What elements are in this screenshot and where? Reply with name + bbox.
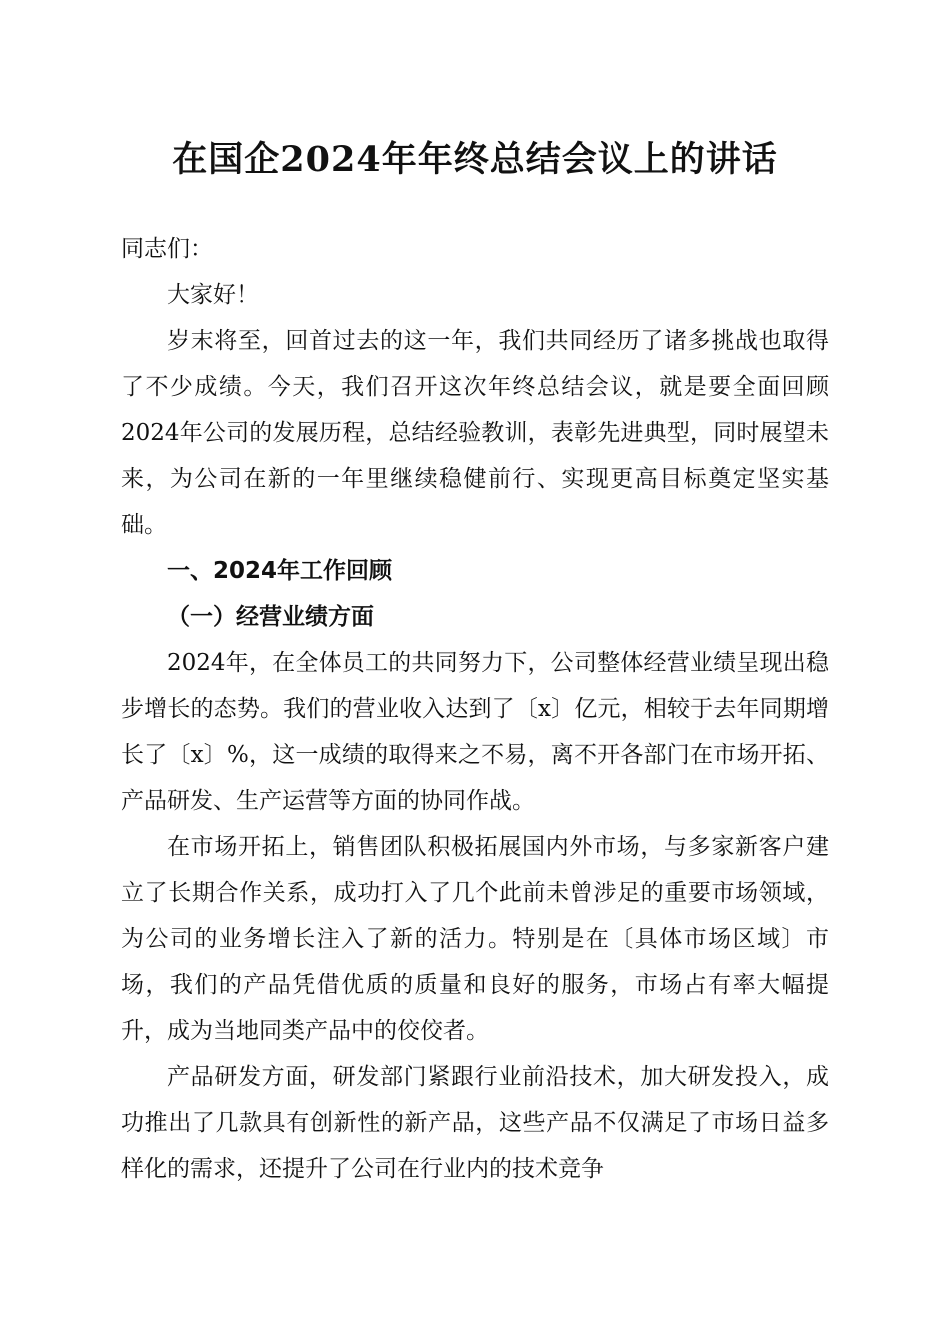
document-title: 在国企2024年年终总结会议上的讲话 [172, 139, 778, 180]
document-body [121, 226, 829, 1192]
subsection-heading: （一）经营业绩方面 [167, 603, 374, 630]
paragraph-rnd: 产品研发方面，研发部门紧跟行业前沿技术，加大研发投入，成功推出了几款具有创新性的新产品，这些产品不仅满足了市场日益多样化的需求，还提升了公司在行业内的技术竞争 [121, 1064, 829, 1182]
salutation: 同志们： [121, 236, 213, 262]
paragraph-intro: 岁末将至，回首过去的这一年，我们共同经历了诸多挑战也取得了不少成绩。今天，我们召开这次年终总结会议，就是要全面回顾2024年公司的发展历程，总结经验教训，表彰先进典型，同时展望未来，为公司在新的一年里继续稳健前行、实现更高目标奠定坚实基础。 [121, 328, 829, 538]
paragraph-market: 在市场开拓上，销售团队积极拓展国内外市场，与多家新客户建立了长期合作关系，成功打入了几个此前未曾涉足的重要市场领域，为公司的业务增长注入了新的活力。特别是在〔具体市场区域〕市场，我们的产品凭借优质的质量和良好的服务，市场占有率大幅提升，成为当地同类产品中的佼佼者。 [121, 834, 829, 1044]
section-heading: 一、2024年工作回顾 [167, 558, 393, 584]
greeting: 大家好！ [167, 282, 259, 308]
paragraph-performance: 2024年，在全体员工的共同努力下，公司整体经营业绩呈现出稳步增长的态势。我们的营业收入达到了〔x〕亿元，相较于去年同期增长了〔x〕%，这一成绩的取得来之不易，离不开各部门在市场开拓、产品研发、生产运营等方面的协同作战。 [121, 650, 829, 814]
